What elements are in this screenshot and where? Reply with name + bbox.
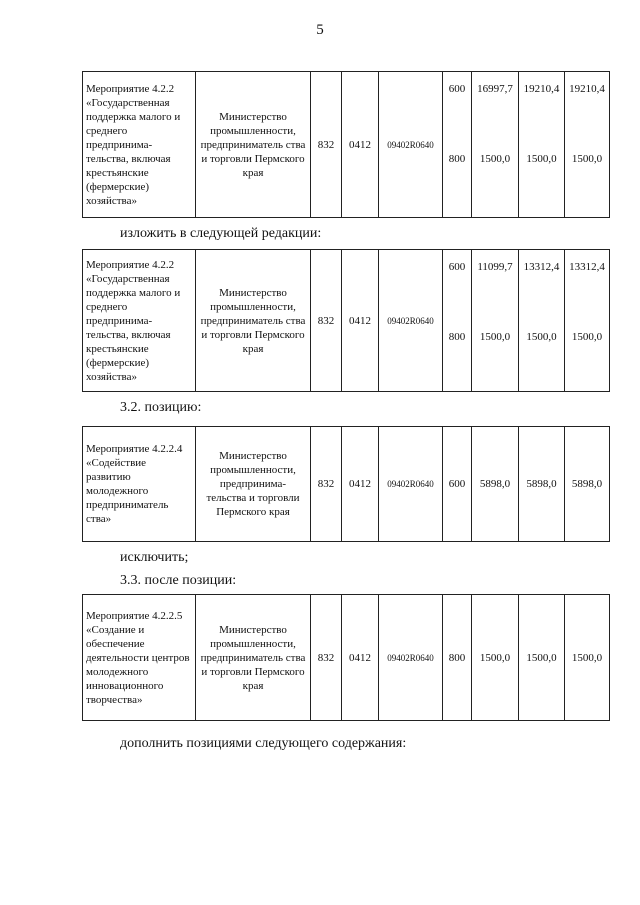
budget-table-2: [82, 249, 610, 392]
csr-cell: 09402R0640: [379, 595, 443, 721]
ministry-cell: Министерство промышленности, предприниматель ства и торговли Пермского края: [196, 250, 311, 392]
year3-value-2: 1500,0: [571, 153, 603, 165]
rz-cell: 0412: [342, 595, 379, 721]
vr-cell: 600: [443, 427, 472, 542]
year2-value-1: 19210,4: [523, 83, 560, 95]
budget-table-4: [82, 594, 610, 721]
vr-value-2: 800: [448, 331, 466, 343]
year1-cell: 1500,0: [472, 595, 519, 721]
year2-value-2: 1500,0: [526, 331, 557, 343]
year1-value-1: 11099,7: [477, 261, 513, 273]
event-name-cell: Мероприятие 4.2.2 «Государственная поддержка малого и среднего предпринима- тельства, включая крестьянские (фермерские) хозяйства»: [83, 72, 196, 218]
year3-value-1: 19210,4: [569, 83, 605, 95]
paragraph-instruction-1: изложить в следующей редакции:: [120, 226, 322, 241]
csr-cell: 09402R0640: [379, 250, 443, 392]
grbs-cell: 832: [311, 427, 342, 542]
year1-cell: [472, 250, 519, 392]
paragraph-instruction-3: исключить;: [120, 550, 189, 565]
year2-cell: 1500,0: [519, 595, 565, 721]
paragraph-instruction-4: 3.3. после позиции:: [120, 573, 237, 588]
csr-cell: 09402R0640: [379, 427, 443, 542]
event-name-cell: Мероприятие 4.2.2.5 «Создание и обеспечение деятельности центров молодежного инновационного творчества»: [83, 595, 196, 721]
vr-value-1: 600: [448, 261, 466, 273]
ministry-cell: Министерство промышленности, предприниматель ства и торговли Пермского края: [196, 595, 311, 721]
event-name-cell: Мероприятие 4.2.2.4 «Содействие развитию молодежного предприниматель ства»: [83, 427, 196, 542]
ministry-cell: Министерство промышленности, предпринима- тельства и торговли Пермского края: [196, 427, 311, 542]
vr-cell: [443, 72, 472, 218]
year1-value-1: 16997,7: [477, 83, 513, 95]
csr-cell: 09402R0640: [379, 72, 443, 218]
year2-cell: 5898,0: [519, 427, 565, 542]
year2-cell: [519, 250, 565, 392]
year3-value-2: 1500,0: [571, 331, 603, 343]
rz-cell: 0412: [342, 427, 379, 542]
vr-cell: [443, 250, 472, 392]
event-name-cell: Мероприятие 4.2.2 «Государственная поддержка малого и среднего предпринима- тельства, включая крестьянские (фермерские) хозяйства»: [83, 250, 196, 392]
rz-cell: 0412: [342, 250, 379, 392]
grbs-cell: 832: [311, 595, 342, 721]
year3-cell: [565, 72, 610, 218]
year3-cell: 1500,0: [565, 595, 610, 721]
year3-cell: 5898,0: [565, 427, 610, 542]
page-number: 5: [316, 22, 324, 38]
budget-table-1: [82, 71, 610, 218]
year3-value-1: 13312,4: [569, 261, 605, 273]
year2-cell: [519, 72, 565, 218]
grbs-cell: 832: [311, 72, 342, 218]
vr-cell: 800: [443, 595, 472, 721]
year2-value-1: 13312,4: [523, 261, 560, 273]
ministry-cell: Министерство промышленности, предприниматель ства и торговли Пермского края: [196, 72, 311, 218]
year1-cell: [472, 72, 519, 218]
grbs-cell: 832: [311, 250, 342, 392]
vr-value-2: 800: [448, 153, 466, 165]
year1-value-2: 1500,0: [479, 331, 511, 343]
budget-table-3: [82, 426, 610, 542]
year2-value-2: 1500,0: [526, 153, 557, 165]
paragraph-instruction-2: 3.2. позицию:: [120, 400, 202, 415]
year1-value-2: 1500,0: [479, 153, 511, 165]
rz-cell: 0412: [342, 72, 379, 218]
year1-cell: 5898,0: [472, 427, 519, 542]
paragraph-instruction-5: дополнить позициями следующего содержания:: [120, 736, 407, 751]
vr-value-1: 600: [448, 83, 466, 95]
year3-cell: [565, 250, 610, 392]
